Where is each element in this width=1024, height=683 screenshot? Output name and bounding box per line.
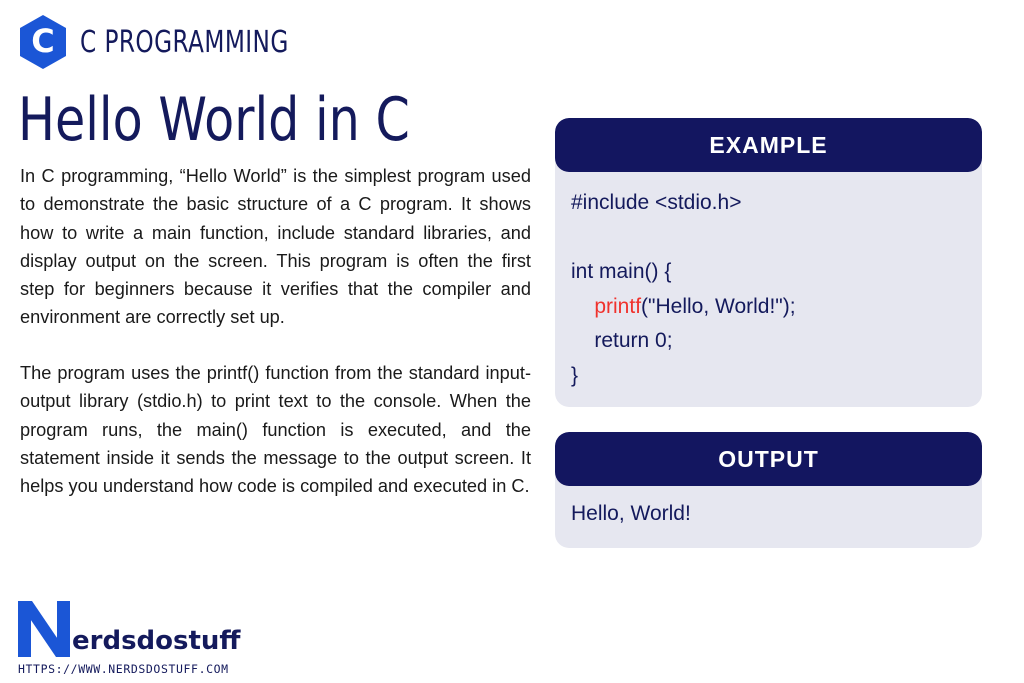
printf-function: printf	[594, 294, 642, 318]
printf-paragraph: The program uses the printf() function from the standard input-output library (stdio.h) to print text to the console. When the program runs, the main() function is executed, and the statement inside it sends the message to the output screen. It helps you understand how code is compiled and executed in C.	[20, 363, 531, 497]
code-line: return 0;	[571, 329, 673, 352]
page-title: Hello World in C	[18, 85, 410, 155]
c-hexagon-icon	[18, 14, 68, 70]
example-card	[555, 118, 982, 407]
example-heading: EXAMPLE	[555, 118, 982, 172]
brand-header	[18, 14, 323, 70]
nerdsdostuff-logo[interactable]	[18, 601, 241, 657]
printf-args: ("Hello, World!");	[641, 294, 796, 318]
code-line: }	[571, 363, 579, 387]
website-url[interactable]: HTTPS://WWW.NERDSDOSTUFF.COM	[18, 662, 229, 676]
logo-wordmark: erdsdostuff	[72, 626, 241, 656]
c-icon-letter: C	[31, 22, 55, 60]
code-line: int main() {	[571, 260, 672, 283]
code-line	[571, 221, 966, 256]
output-text: Hello, World!	[571, 502, 691, 525]
logo-n-icon	[18, 601, 70, 657]
brand-label: C PROGRAMMING	[80, 24, 289, 60]
intro-paragraph: In C programming, “Hello World” is the simplest program used to demonstrate the basic structure of a C program. It shows how to write a main function, include standard libraries, and display output on the screen. This program is often the first step for beginners because it verifies that the compiler and environment are correctly set up.	[20, 166, 531, 328]
code-block	[555, 172, 982, 393]
output-heading: OUTPUT	[555, 432, 982, 486]
code-indent	[571, 295, 594, 318]
output-card	[555, 432, 982, 548]
code-line: #include <stdio.h>	[571, 191, 742, 214]
code-line	[571, 290, 966, 325]
